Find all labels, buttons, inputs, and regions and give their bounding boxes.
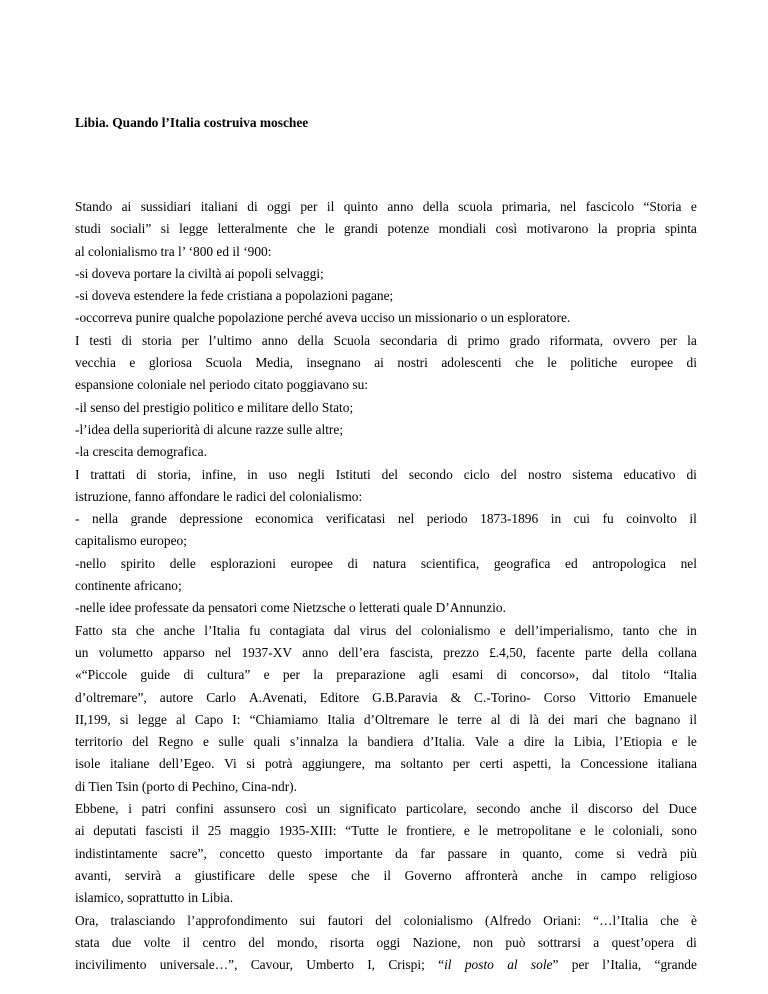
text-line: avanti, servirà a giustificare delle spese che il Governo affronterà anche in campo religioso xyxy=(75,867,697,883)
text-line: studi sociali” si legge letteralmente che le grandi potenze mondiali così motivarono la propria spinta xyxy=(75,221,697,237)
text-line: - nella grande depressione economica verificatasi nel periodo 1873-1896 in cui fu coinvolto il xyxy=(75,511,697,527)
text-line: capitalismo europeo; xyxy=(75,533,187,549)
text-line: «“Piccole guide di cultura” e per la preparazione agli esami di concorso», dal titolo “Italia xyxy=(75,667,697,683)
text-line: -l’idea della superiorità di alcune razze sulle altre; xyxy=(75,421,344,437)
text-line: -si doveva estendere la fede cristiana a popolazioni pagane; xyxy=(75,288,394,304)
text-line: d’oltremare”, autore Carlo A.Avenati, Editore G.B.Paravia & C.-Torino- Corso Vittorio Emanuele xyxy=(75,689,697,705)
text-line: I trattati di storia, infine, in uso negli Istituti del secondo ciclo del nostro sistema educativo di xyxy=(75,466,697,482)
text-line: indistintamente sacre”, concetto questo importante da far passare in quanto, come si vedrà più xyxy=(75,845,697,861)
text-line: -occorreva punire qualche popolazione perché aveva ucciso un missionario o un esploratore. xyxy=(75,310,571,326)
text-line: ai deputati fascisti il 25 maggio 1935-XIII: “Tutte le frontiere, e le metropolitane e le coloniali, sono xyxy=(75,823,697,839)
text-line: -si doveva portare la civiltà ai popoli selvaggi; xyxy=(75,265,324,281)
document-title: Libia. Quando l’Italia costruiva moschee xyxy=(75,115,309,130)
text-line: espansione coloniale nel periodo citato poggiavano su: xyxy=(75,377,369,393)
text-line: di Tien Tsin (porto di Pechino, Cina-ndr). xyxy=(75,778,297,794)
text-line: stata due volte il centro del mondo, risorta oggi Nazione, non può sottrarsi a quest’opera di xyxy=(75,934,697,950)
text-line: incivilimento universale…”, Cavour, Umberto I, Crispi; “il posto al sole” per l’Italia, “grande xyxy=(75,957,697,973)
text-line: islamico, soprattutto in Libia. xyxy=(75,890,234,906)
text-line: continente africano; xyxy=(75,578,182,594)
text-line: Stando ai sussidiari italiani di oggi per il quinto anno della scuola primaria, nel fascicolo “Storia e xyxy=(75,199,697,214)
text-line: Fatto sta che anche l’Italia fu contagiata dal virus del colonialismo e dell’imperialismo, tanto che in xyxy=(75,622,697,638)
text-line: -nelle idee professate da pensatori come Nietzsche o letterati quale D’Annunzio. xyxy=(75,600,506,616)
text-line: Ebbene, i patri confini assunsero così un significato particolare, secondo anche il discorso del Duce xyxy=(75,801,697,817)
text-line: -la crescita demografica. xyxy=(75,444,207,460)
text-line: al colonialismo tra l’ ‘800 ed il ‘900: xyxy=(75,243,272,259)
text-line: istruzione, fanno affondare le radici del colonialismo: xyxy=(75,488,363,504)
text-line: -nello spirito delle esplorazioni europee di natura scientifica, geografica ed antropologica nel xyxy=(75,555,697,571)
text-line: Ora, tralasciando l’approfondimento sui fautori del colonialismo (Alfredo Oriani: “…l’Italia che è xyxy=(75,912,697,928)
text-line: un volumetto apparso nel 1937-XV anno dell’era fascista, prezzo £.4,50, facente parte della collana xyxy=(75,644,697,660)
text-line: isole italiane dell’Egeo. Vi si potrà aggiungere, ma soltanto per certi aspetti, la Concessione italiana xyxy=(75,756,697,772)
document-body xyxy=(75,196,697,976)
text-line: vecchia e gloriosa Scuola Media, insegnano ai nostri adolescenti che le politiche europee di xyxy=(75,355,697,371)
text-line: -il senso del prestigio politico e militare dello Stato; xyxy=(75,399,354,415)
text-line: I testi di storia per l’ultimo anno della Scuola secondaria di primo grado riformata, ovvero per la xyxy=(75,332,697,348)
text-line: territorio del Regno e sulle quali s’innalza la bandiera d’Italia. Vale a dire la Libia, l’Etiopia e le xyxy=(75,734,697,750)
text-line: II,199, si legge al Capo I: “Chiamiamo Italia d’Oltremare le terre al di là dei mari che bagnano il xyxy=(75,711,697,727)
